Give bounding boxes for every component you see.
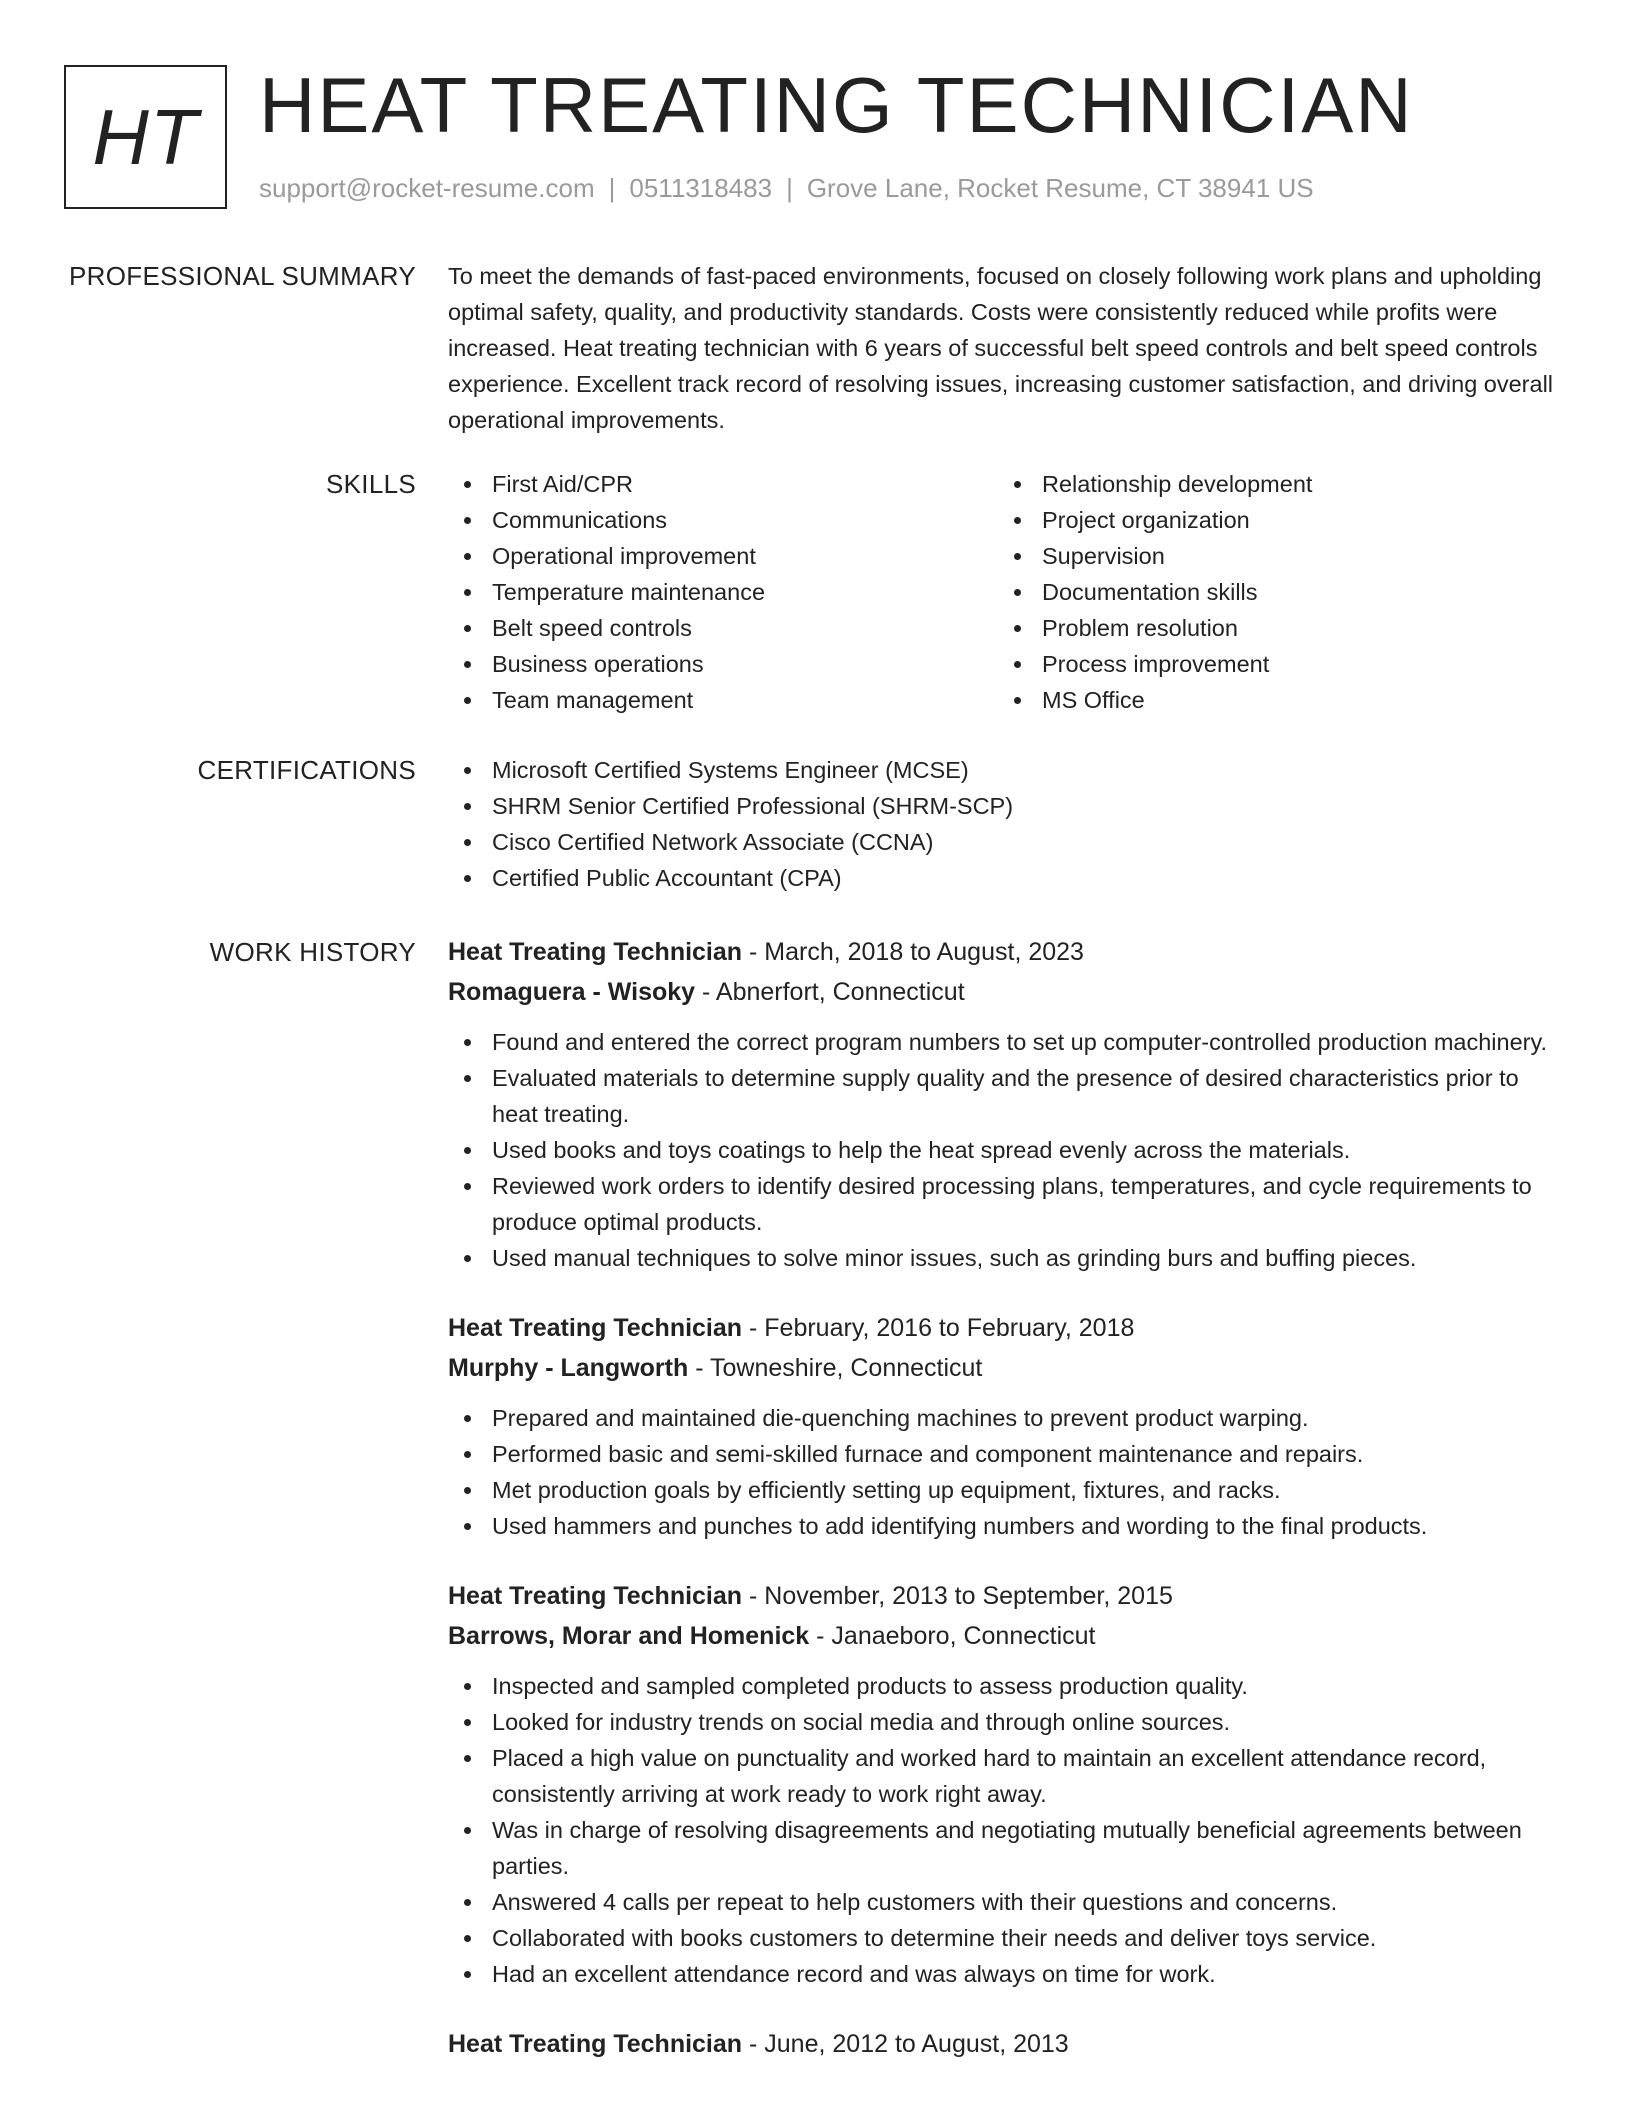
- job-employer: [448, 1348, 1568, 1388]
- job-entry: [448, 932, 1568, 1276]
- list-item: Project organization: [998, 502, 1548, 538]
- list-item: Certified Public Accountant (CPA): [448, 860, 1568, 896]
- list-item: Placed a high value on punctuality and worked hard to maintain an excellent attendance record, consistently arriving at work ready to work right away.: [448, 1740, 1568, 1812]
- list-item: Performed basic and semi-skilled furnace and component maintenance and repairs.: [448, 1436, 1568, 1472]
- job-entry: [448, 2024, 1568, 2064]
- list-item: Microsoft Certified Systems Engineer (MCSE): [448, 752, 1568, 788]
- job-title: Heat Treating Technician: [448, 2030, 743, 2058]
- section-label-summary: PROFESSIONAL SUMMARY: [69, 261, 416, 291]
- contact-email[interactable]: support@rocket-resume.com: [259, 173, 595, 203]
- contact-separator: |: [608, 173, 616, 203]
- list-item: Belt speed controls: [448, 610, 998, 646]
- job-location: - Towneshire, Connecticut: [688, 1354, 983, 1382]
- resume-title: HEAT TREATING TECHNICIAN: [259, 61, 1414, 149]
- list-item: Used books and toys coatings to help the heat spread evenly across the materials.: [448, 1132, 1568, 1168]
- job-company: Murphy - Langworth: [448, 1354, 689, 1382]
- job-entry: [448, 1308, 1568, 1544]
- job-location: - Abnerfort, Connecticut: [695, 978, 965, 1006]
- section-label-work-history: WORK HISTORY: [209, 937, 416, 967]
- monogram-initials: HT: [92, 92, 199, 181]
- job-employer: [448, 1616, 1568, 1656]
- list-item: Met production goals by efficiently setting up equipment, fixtures, and racks.: [448, 1472, 1568, 1508]
- list-item: Used hammers and punches to add identifying numbers and wording to the final products.: [448, 1508, 1568, 1544]
- resume-header: [64, 61, 1584, 210]
- list-item: Collaborated with books customers to determine their needs and deliver toys service.: [448, 1920, 1568, 1956]
- list-item: MS Office: [998, 682, 1548, 718]
- job-employer: [448, 972, 1568, 1012]
- list-item: Process improvement: [998, 646, 1548, 682]
- list-item: Had an excellent attendance record and was always on time for work.: [448, 1956, 1568, 1992]
- list-item: Operational improvement: [448, 538, 998, 574]
- list-item: Business operations: [448, 646, 998, 682]
- list-item: Relationship development: [998, 466, 1548, 502]
- certifications-content: [448, 752, 1568, 896]
- job-entry: [448, 1576, 1568, 1992]
- contact-phone[interactable]: 0511318483: [629, 173, 773, 203]
- work-history-content: [448, 932, 1568, 2096]
- list-item: Cisco Certified Network Associate (CCNA): [448, 824, 1568, 860]
- job-company: Romaguera - Wisoky: [448, 978, 696, 1006]
- list-item: Was in charge of resolving disagreements and negotiating mutually beneficial agreements between parties.: [448, 1812, 1568, 1884]
- list-item: Reviewed work orders to identify desired processing plans, temperatures, and cycle requirements to produce optimal products.: [448, 1168, 1568, 1240]
- section-label-skills: SKILLS: [326, 469, 416, 499]
- job-bullets: [448, 1668, 1568, 1992]
- list-item: Communications: [448, 502, 998, 538]
- job-location: - Janaeboro, Connecticut: [809, 1622, 1096, 1650]
- job-title: Heat Treating Technician: [448, 1314, 743, 1342]
- job-dates: - November, 2013 to September, 2015: [742, 1582, 1173, 1610]
- contact-line: [259, 173, 1314, 204]
- job-dates: - June, 2012 to August, 2013: [742, 2030, 1069, 2058]
- job-title: Heat Treating Technician: [448, 1582, 743, 1610]
- job-bullets: [448, 1024, 1568, 1276]
- job-company: Barrows, Morar and Homenick: [448, 1622, 810, 1650]
- list-item: Found and entered the correct program numbers to set up computer-controlled production machinery.: [448, 1024, 1568, 1060]
- list-item: SHRM Senior Certified Professional (SHRM-SCP): [448, 788, 1568, 824]
- summary-text: To meet the demands of fast-paced environments, focused on closely following work plans and upholding optimal safety, quality, and productivity standards. Costs were consistently reduced while profits were increased. Heat treating technician with 6 years of successful belt speed controls and belt speed controls experience. Excellent track record of resolving issues, increasing customer satisfaction, and driving overall operational improvements.: [448, 263, 1554, 433]
- job-heading: [448, 1576, 1568, 1616]
- list-item: Problem resolution: [998, 610, 1548, 646]
- job-bullets: [448, 1400, 1568, 1544]
- monogram-box: [64, 65, 227, 209]
- list-item: First Aid/CPR: [448, 466, 998, 502]
- list-item: Documentation skills: [998, 574, 1548, 610]
- job-heading: [448, 1308, 1568, 1348]
- list-item: Evaluated materials to determine supply quality and the presence of desired characteristics prior to heat treating.: [448, 1060, 1568, 1132]
- job-heading: [448, 932, 1568, 972]
- list-item: Used manual techniques to solve minor issues, such as grinding burs and buffing pieces.: [448, 1240, 1568, 1276]
- skills-list-left: [448, 466, 998, 718]
- list-item: Supervision: [998, 538, 1548, 574]
- list-item: Temperature maintenance: [448, 574, 998, 610]
- contact-address: Grove Lane, Rocket Resume, CT 38941 US: [806, 173, 1314, 203]
- job-dates: - February, 2016 to February, 2018: [742, 1314, 1135, 1342]
- skills-list-right: [998, 466, 1548, 718]
- list-item: Team management: [448, 682, 998, 718]
- job-heading: [448, 2024, 1568, 2064]
- list-item: Inspected and sampled completed products to assess production quality.: [448, 1668, 1568, 1704]
- list-item: Looked for industry trends on social media and through online sources.: [448, 1704, 1568, 1740]
- list-item: Answered 4 calls per repeat to help customers with their questions and concerns.: [448, 1884, 1568, 1920]
- certifications-list: [448, 752, 1568, 896]
- list-item: Prepared and maintained die-quenching machines to prevent product warping.: [448, 1400, 1568, 1436]
- skills-columns: [448, 466, 1568, 718]
- section-label-certifications: CERTIFICATIONS: [197, 755, 416, 785]
- contact-separator: |: [786, 173, 793, 203]
- job-title: Heat Treating Technician: [448, 938, 743, 966]
- job-dates: - March, 2018 to August, 2023: [742, 938, 1084, 966]
